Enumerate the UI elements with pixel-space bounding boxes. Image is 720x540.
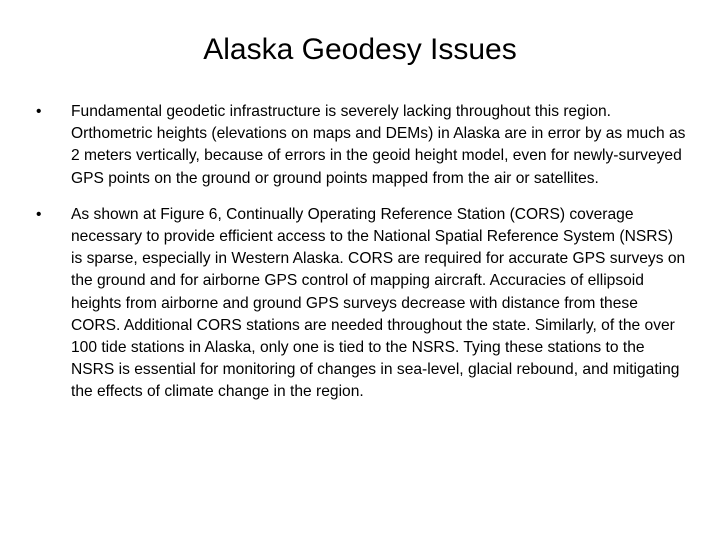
bullet-text: Fundamental geodetic infrastructure is severely lacking throughout this region. Orthometric heights (elevations on maps and DEMs) in Alaska are in error by as much as 2 meters vertically, because of errors in the geoid height model, even for newly-surveyed GPS points on the ground or ground points mapped from the air or satellites.: [71, 103, 686, 187]
bullet-dot-icon: •: [36, 205, 42, 223]
slide-title: Alaska Geodesy Issues: [203, 33, 517, 66]
bullet-item: [36, 101, 686, 190]
bullet-text: As shown at Figure 6, Continually Operating Reference Station (CORS) coverage necessary to provide efficient access to the National Spatial Reference System (NSRS) is sparse, especially in Western Alaska. CORS are required for accurate GPS surveys on the ground and for airborne GPS control of mapping aircraft. Accuracies of ellipsoid heights from airborne and ground GPS surveys decrease with distance from these CORS. Additional CORS stations are needed throughout the state. Similarly, of the over 100 tide stations in Alaska, only one is tied to the NSRS. Tying these stations to the NSRS is essential for monitoring of changes in sea-level, glacial rebound, and mitigating the effects of climate change in the region.: [71, 205, 686, 401]
bullet-dot-icon: •: [36, 103, 42, 120]
bullet-list: [36, 101, 686, 418]
bullet-item: [36, 204, 686, 404]
